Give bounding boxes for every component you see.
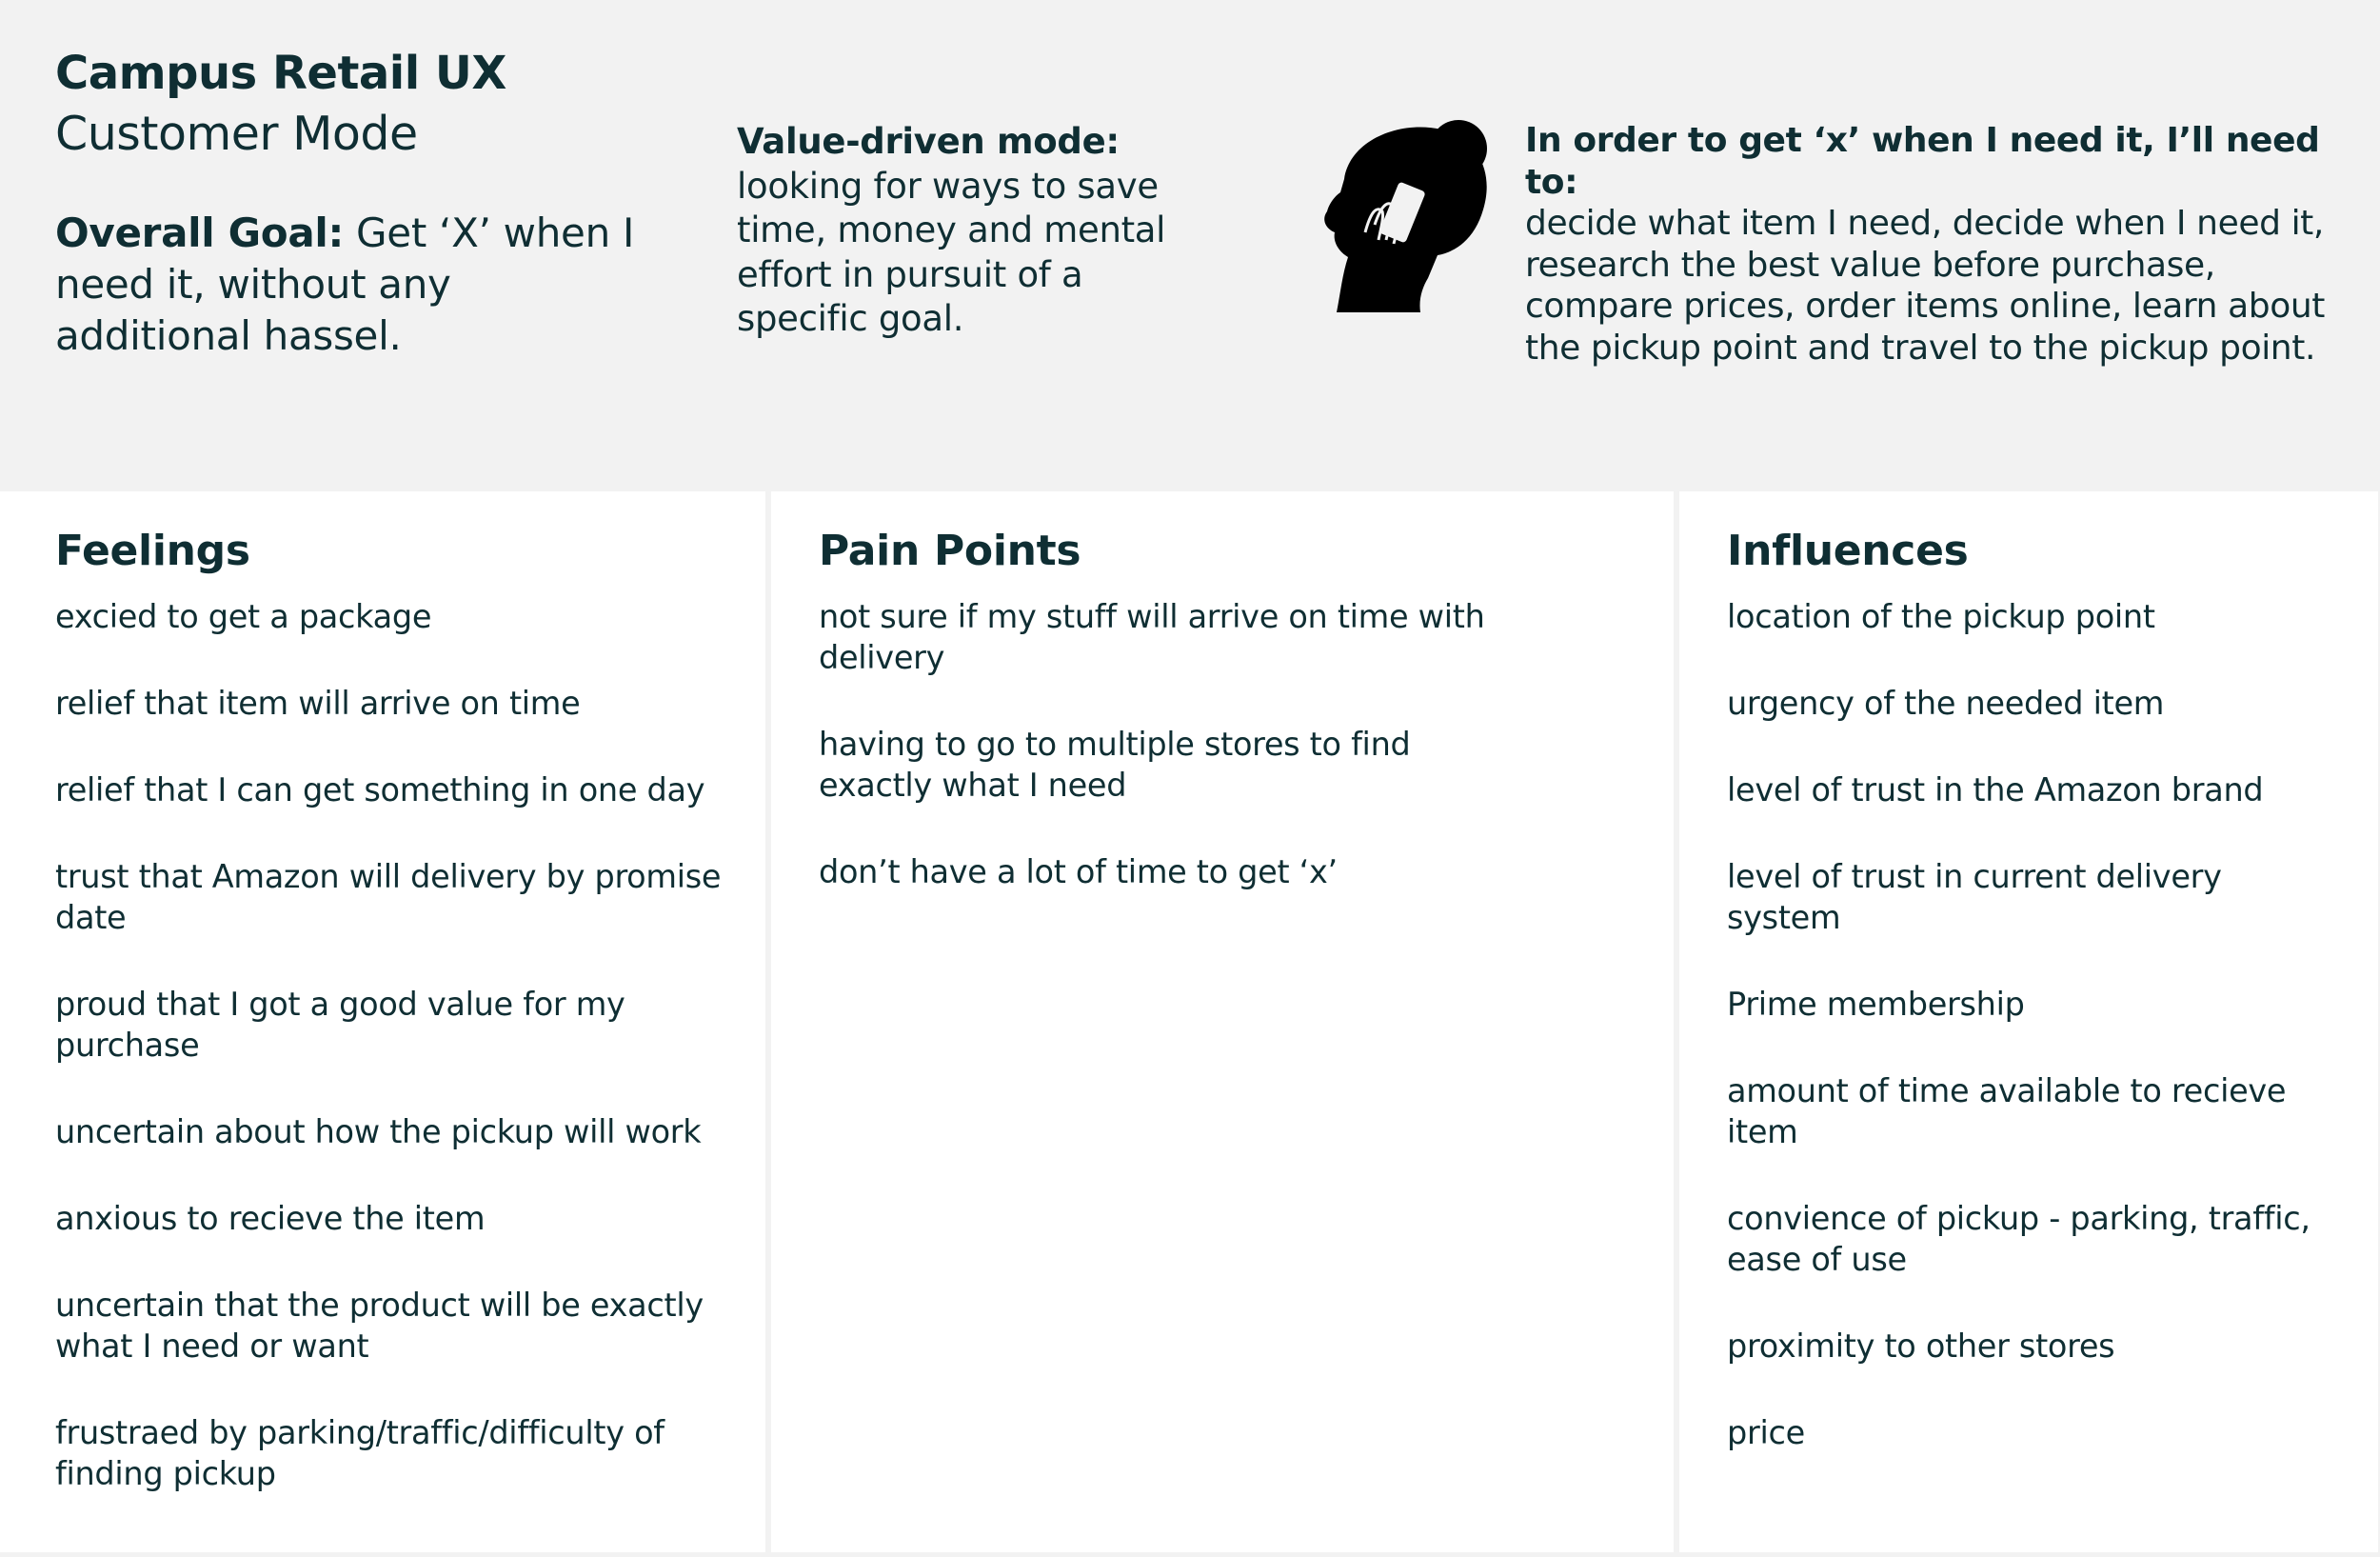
feelings-item: relief that item will arrive on time [55, 685, 581, 722]
feelings-item: uncertain about how the pickup will work [55, 1113, 702, 1150]
feelings-item: trust that Amazon will delivery by promise date [55, 858, 722, 936]
pain-point-item: not sure if my stuff will arrive on time with delivery [819, 598, 1485, 676]
influences-heading: Influences [1727, 527, 1969, 575]
steps-panel [1243, 0, 2380, 488]
woman-on-phone-silhouette-icon [1316, 112, 1506, 322]
feelings-item: relief that I can get something in one day [55, 771, 705, 808]
feelings-panel [0, 491, 765, 1552]
feelings-item: frustraed by parking/traffic/difficulty of finding pickup [55, 1414, 664, 1492]
influence-item: urgency of the needed item [1727, 685, 2165, 722]
influence-item: level of trust in current delivery system [1727, 858, 2222, 936]
mode-description [737, 120, 1213, 342]
influence-item: Prime membership [1727, 986, 2025, 1023]
mode-text: looking for ways to save time, money and mental effort in pursuit of a specific goal. [737, 165, 1166, 339]
influences-list [1727, 596, 2336, 1499]
overall-goal-label: Overall Goal: [55, 210, 344, 256]
page-title: Campus Retail UX [55, 47, 506, 100]
steps-text: decide what item I need, decide when I need it, research the best value before purchase, compare prices, order items online, learn about the pickup point and travel to the pickup point. [1525, 204, 2326, 368]
feelings-item: uncertain that the product will be exactly what I need or want [55, 1287, 704, 1365]
mode-panel [674, 0, 1238, 488]
overall-goal-text: Get ‘X’ when I need it, without any additional hassel. [55, 210, 635, 359]
influence-item: proximity to other stores [1727, 1327, 2115, 1365]
pain-point-item: don’t have a lot of time to get ‘x’ [819, 853, 1338, 890]
influences-panel [1679, 491, 2378, 1552]
feelings-list [55, 596, 741, 1540]
title-panel [0, 0, 668, 488]
overall-goal [55, 208, 655, 362]
influence-item: location of the pickup point [1727, 598, 2155, 635]
pain-points-list [819, 596, 1523, 938]
influence-item: level of trust in the Amazon brand [1727, 771, 2264, 808]
feelings-item: anxious to recieve the item [55, 1200, 486, 1237]
influence-item: price [1727, 1414, 1805, 1451]
influence-item: amount of time available to recieve item [1727, 1072, 2287, 1150]
mode-label: Value-driven mode: [737, 121, 1120, 162]
page-subtitle: Customer Mode [55, 107, 418, 161]
feelings-heading: Feelings [55, 527, 250, 575]
feelings-item: excied to get a package [55, 598, 432, 635]
feelings-item: proud that I got a good value for my purchase [55, 986, 625, 1064]
steps-label: In order to get ‘x’ when I need it, I’ll need to: [1525, 121, 2320, 202]
steps-description [1525, 120, 2363, 369]
pain-points-panel [771, 491, 1674, 1552]
influence-item: convience of pickup - parking, traffic, ease of use [1727, 1200, 2311, 1278]
pain-point-item: having to go to multiple stores to find exactly what I need [819, 726, 1411, 804]
pain-points-heading: Pain Points [819, 527, 1081, 575]
